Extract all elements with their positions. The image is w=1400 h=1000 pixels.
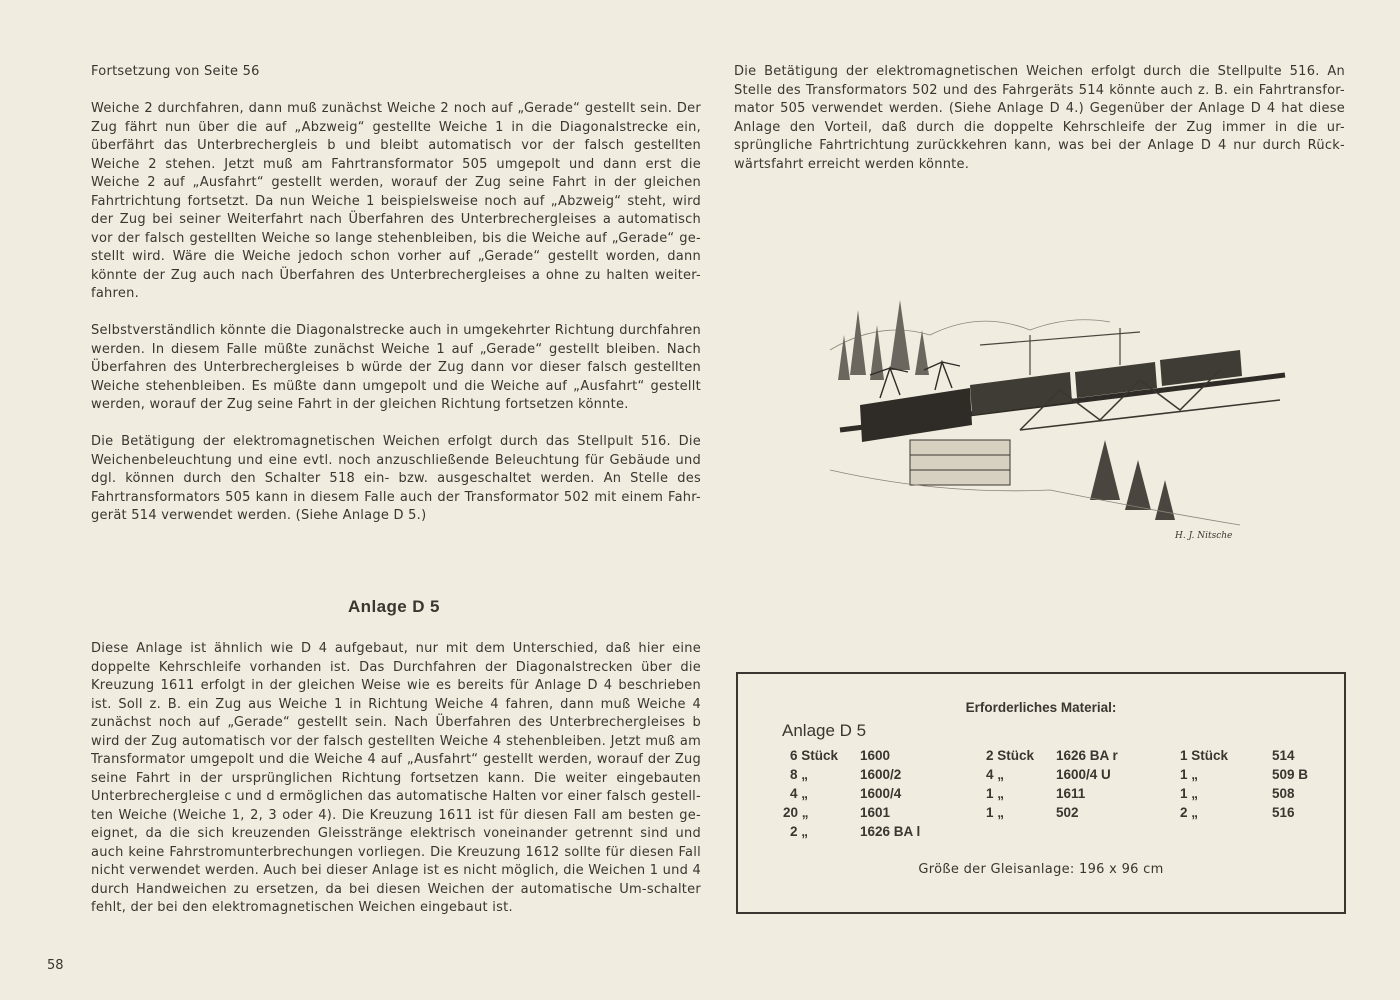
section-heading: Anlage D 5 [348, 597, 440, 616]
material-qty: 2 Stück [986, 748, 1035, 763]
material-part: 514 [1272, 748, 1295, 763]
material-box [736, 672, 1346, 914]
material-qty: 1 „ [986, 805, 1005, 820]
material-part: 1611 [1056, 786, 1086, 801]
material-qty: 2 „ [790, 824, 809, 839]
material-qty: 2 „ [1180, 805, 1199, 820]
material-qty: 4 „ [790, 786, 809, 801]
material-part: 516 [1272, 805, 1295, 820]
paragraph-anlage-d5: Diese Anlage ist ähnlich wie D 4 aufgebaut, nur mit dem Unterschied, daß hier eine doppelte Kehrschleife vorhanden ist. Das Durchfahren der Diagonalstrecken über die Kreuzung 1611 erfolgt in der gleichen Weise wie es bereits für Anlage D 4 beschrieben ist. Soll z. B. ein Zug aus Weiche 1 in Richtung Weiche 4 fahren, dann muß Weiche 4 zunächst noch auf „Gerade“ gestellt sein. Nach Überfahren des Unterbrechergleises b wird der Zug automatisch vor der falsch gestellten Weiche 4 stehenbleiben. Jetzt muß am Transformator umgepolt und die Weiche 4 auf „Ausfahrt“ gestellt werden, worauf der Zug seine Fahrt in der ursprünglichen Richtung fortsetzen kann. Die weiter eingebauten Unterbrechergleise c und d ermöglichen das automatische Halten vor einer falsch gestell-ten Weiche (Weiche 1, 2, 3 oder 4). Die Kreuzung 1611 ist für diesen Fall am besten ge-eignet, da die sich kreuzenden Gleisstränge elektrisch voneinander getrennt sind und auch keine Fahrstromunterbrechungen vorliegen. Die Kreuzung 1612 sollte für diesen Fall nicht verwendet werden. Auch bei dieser Anlage ist es nicht möglich, die Weichen 1 und 4 durch Handweichen zu ersetzen, da bei diesen Weichen der automatische Um-schalter fehlt, der bei den elektromagnetischen Weichen eingebaut ist. [91, 641, 701, 915]
material-qty: 1 „ [1180, 786, 1199, 801]
material-qty: 6 Stück [790, 748, 839, 763]
paragraph-stellpult: Die Betätigung der elektromagnetischen Weichen erfolgt durch das Stellpult 516. Die Weichenbeleuchtung und eine evtl. noch anzuschließende Beleuchtung für Gebäude und dgl. können durch den Schalter 518 ein- bzw. ausgeschaltet werden. An Stelle des Fahrtransformators 505 kann in diesem Falle auch der Transformator 502 mit einem Fahr-gerät 514 verwendet werden. (Siehe Anlage D 5.) [91, 434, 701, 523]
page-number: 58 [47, 958, 64, 973]
material-qty: 20 „ [783, 805, 809, 820]
material-title: Erforderliches Material: [965, 700, 1117, 715]
left-column [91, 63, 701, 526]
section-body [91, 640, 701, 918]
material-qty: 1 „ [1180, 767, 1199, 782]
material-part: 509 B [1272, 767, 1309, 782]
paragraph-diagonalstrecke: Selbstverständlich könnte die Diagonalstrecke auch in umgekehrter Richtung durchfahren werden. In diesem Falle müßte zunächst Weiche 1 auf „Gerade“ gestellt bleiben. Nach Überfahren des Unterbrechergleises b würde der Zug dann vor dieser falsch gestellten Weiche stehenbleiben. Es müßte dann umgepolt und die Weiche auf „Ausfahrt“ gestellt werden, worauf der Zug seine Fahrt in der gleichen Richtung fortsetzen könnte. [91, 323, 701, 412]
illustration-signature: H. J. Nitsche [1175, 531, 1233, 541]
material-part: 508 [1272, 786, 1295, 801]
track-size-label: Größe der Gleisanlage: 196 x 96 cm [918, 862, 1164, 877]
material-part: 1601 [860, 805, 891, 820]
material-part: 1600 [860, 748, 891, 763]
material-qty: 1 Stück [1180, 748, 1229, 763]
material-qty: 4 „ [986, 767, 1005, 782]
material-qty: 1 „ [986, 786, 1005, 801]
material-part: 1600/4 [860, 786, 902, 801]
right-column [734, 63, 1345, 174]
material-part: 1600/4 U [1056, 767, 1111, 782]
train-bridge-illustration [820, 280, 1290, 545]
material-subtitle: Anlage D 5 [782, 721, 867, 740]
material-part: 1600/2 [860, 767, 902, 782]
paragraph-weiche-2: Weiche 2 durchfahren, dann muß zunächst Weiche 2 noch auf „Gerade“ gestellt sein. Der Zug fährt nun über die auf „Abzweig“ gestellte Weiche 1 in die Diagonalstrecke ein, überfährt das Unterbrechergleis b und bleibt automatisch vor der falsch gestellten Weiche 2 stehen. Jetzt muß am Fahrtransformator 505 umgepolt und dann erst die Weiche 2 auf „Ausfahrt“ gestellt werden, worauf der Zug seine Fahrt in der gleichen Fahrtrichtung fortsetzt. Da nun Weiche 1 beispielsweise noch auf „Abzweig“ steht, wird der Zug bei seiner Weiterfahrt nach Überfahren des Unterbrechergleises a automatisch vor der falsch gestellten Weiche so lange stehenbleiben, bis die Weiche auf „Gerade“ ge-stellt wird. Wäre die Weiche jedoch schon vorher auf „Gerade“ gestellt worden, dann könnte der Zug auch nach Überfahren des Unterbrechergleises a ohne zu halten weiter-fahren. [91, 101, 701, 301]
material-qty: 8 „ [790, 767, 809, 782]
material-part: 502 [1056, 805, 1079, 820]
material-part: 1626 BA l [860, 824, 921, 839]
continuation-note: Fortsetzung von Seite 56 [91, 64, 260, 79]
material-part: 1626 BA r [1056, 748, 1118, 763]
paragraph-stellpulte: Die Betätigung der elektromagnetischen Weichen erfolgt durch die Stellpulte 516. An Stelle des Transformators 502 und des Fahrgeräts 514 könnte auch z. B. ein Fahrtransfor-mator 505 verwendet werden. (Siehe Anlage D 4.) Gegenüber der Anlage D 4 hat diese Anlage den Vorteil, daß durch die doppelte Kehrschleife der Zug immer in die ur-sprüngliche Fahrtrichtung zurückkehren kann, was bei der Anlage D 4 nur durch Rück-wärtsfahrt erreicht werden könnte. [734, 64, 1345, 172]
